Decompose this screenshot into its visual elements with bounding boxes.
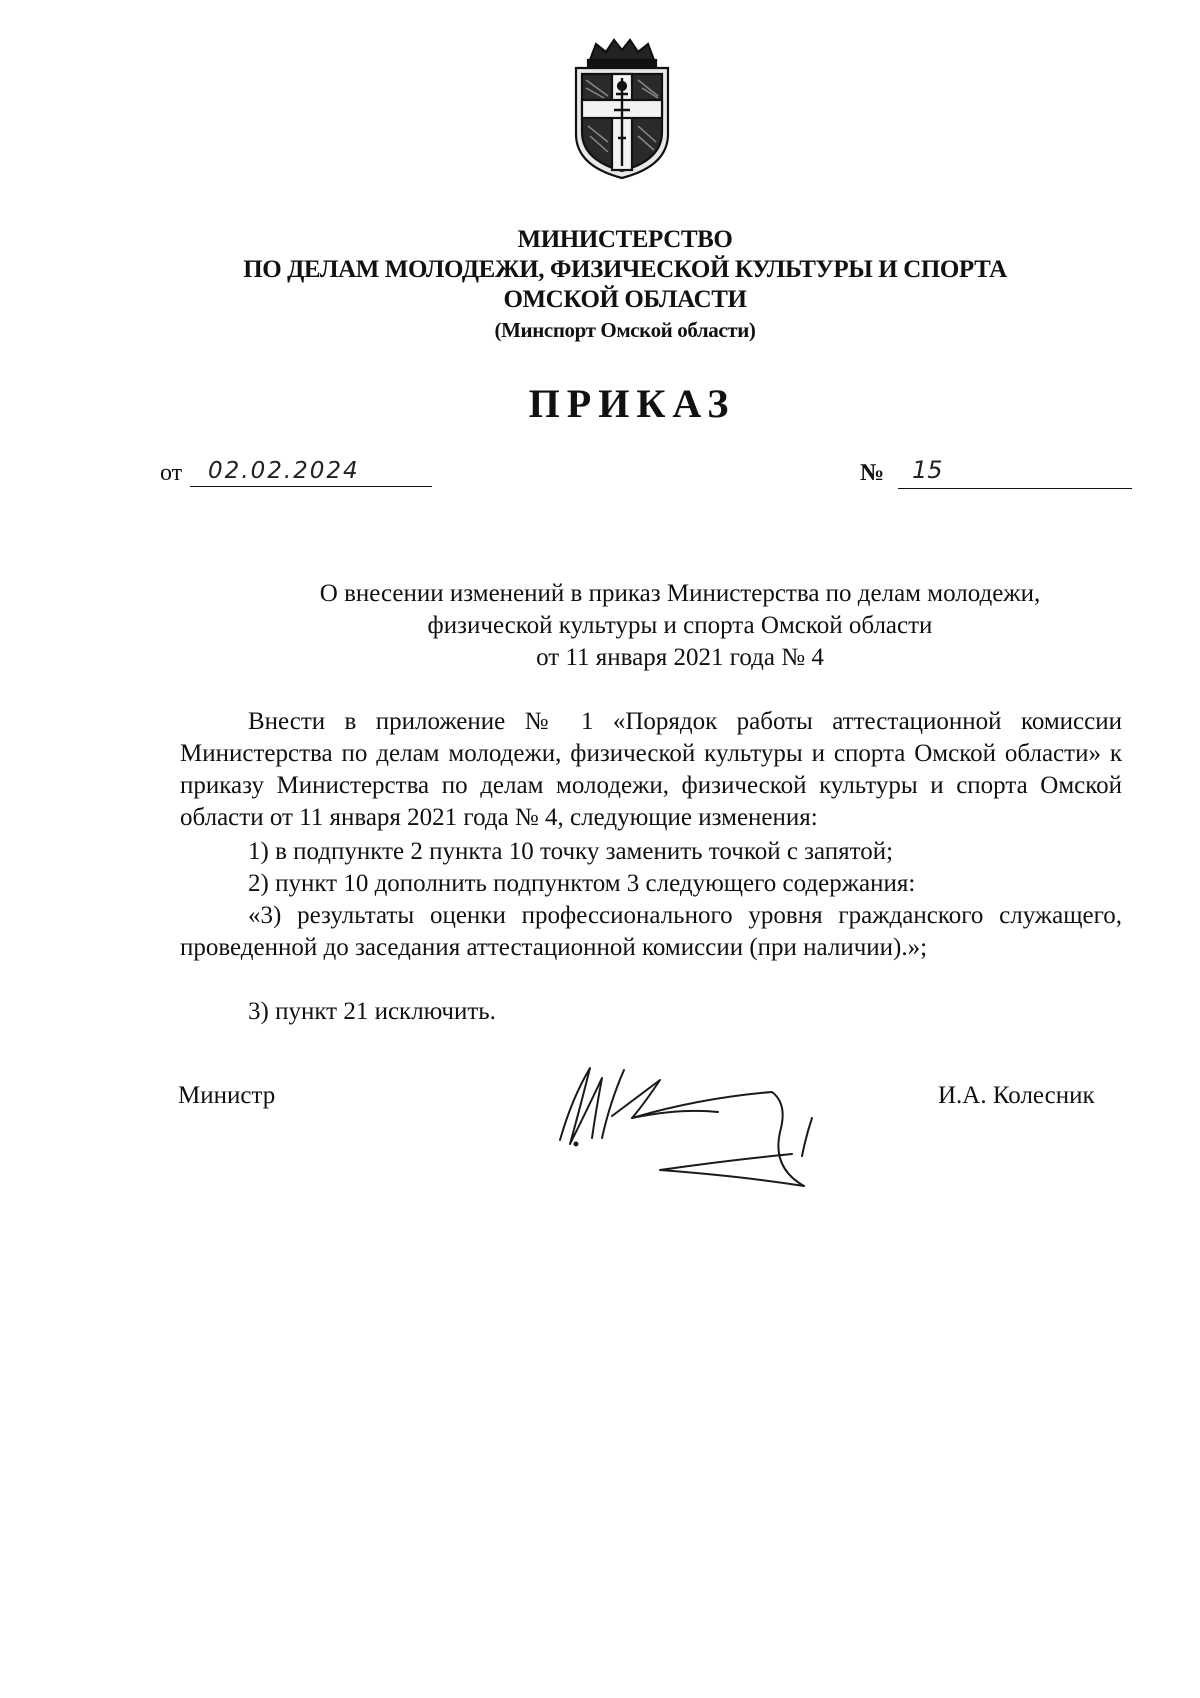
document-type-title: ПРИКАЗ [528,381,736,426]
org-name-line-2: ПО ДЕЛАМ МОЛОДЕЖИ, ФИЗИЧЕСКОЙ КУЛЬТУРЫ И СПОРТА [243,256,1007,283]
number-label: № [860,460,885,486]
date-underline [190,486,432,487]
signatory-title: Министр [178,1082,276,1109]
subject-line-2: физической культуры и спорта Омской области [427,612,933,639]
date-value: 02.02.2024 [208,458,360,484]
body-item-2: 2) пункт 10 дополнить подпунктом 3 следующего содержания: [248,870,916,897]
body-intro-paragraph: Внести в приложение № 1 «Порядок работы аттестационной комиссии Министерства по делам молодежи, физической культуры и спорта Омской области» к приказу Министерства по делам молодежи, физической культуры и спорта Омской области от 11 января 2021 года № 4, следующие изменения: [180,708,1122,831]
org-short-name: (Минспорт Омской области) [494,318,756,342]
number-underline [898,488,1132,489]
handwritten-signature-icon [540,1058,880,1208]
org-name-line-1: МИНИСТЕРСТВО [517,226,733,253]
org-name-line-3: ОМСКОЙ ОБЛАСТИ [503,286,747,313]
subject-line-1: О внесении изменений в приказ Министерства по делам молодежи, [319,580,1041,607]
date-label: от [160,460,183,486]
body-item-2-quote: «3) результаты оценки профессионального уровня гражданского служащего, проведенной до заседания аттестационной комиссии (при наличии).»; [180,902,1122,961]
number-value: 15 [912,456,943,484]
coat-of-arms-icon [566,38,678,180]
signatory-name: И.А. Колесник [938,1082,1095,1109]
body-item-3: 3) пункт 21 исключить. [248,998,496,1025]
body-item-1: 1) в подпункте 2 пункта 10 точку заменить точкой с запятой; [248,838,894,865]
subject-line-3: от 11 января 2021 года № 4 [536,644,824,671]
